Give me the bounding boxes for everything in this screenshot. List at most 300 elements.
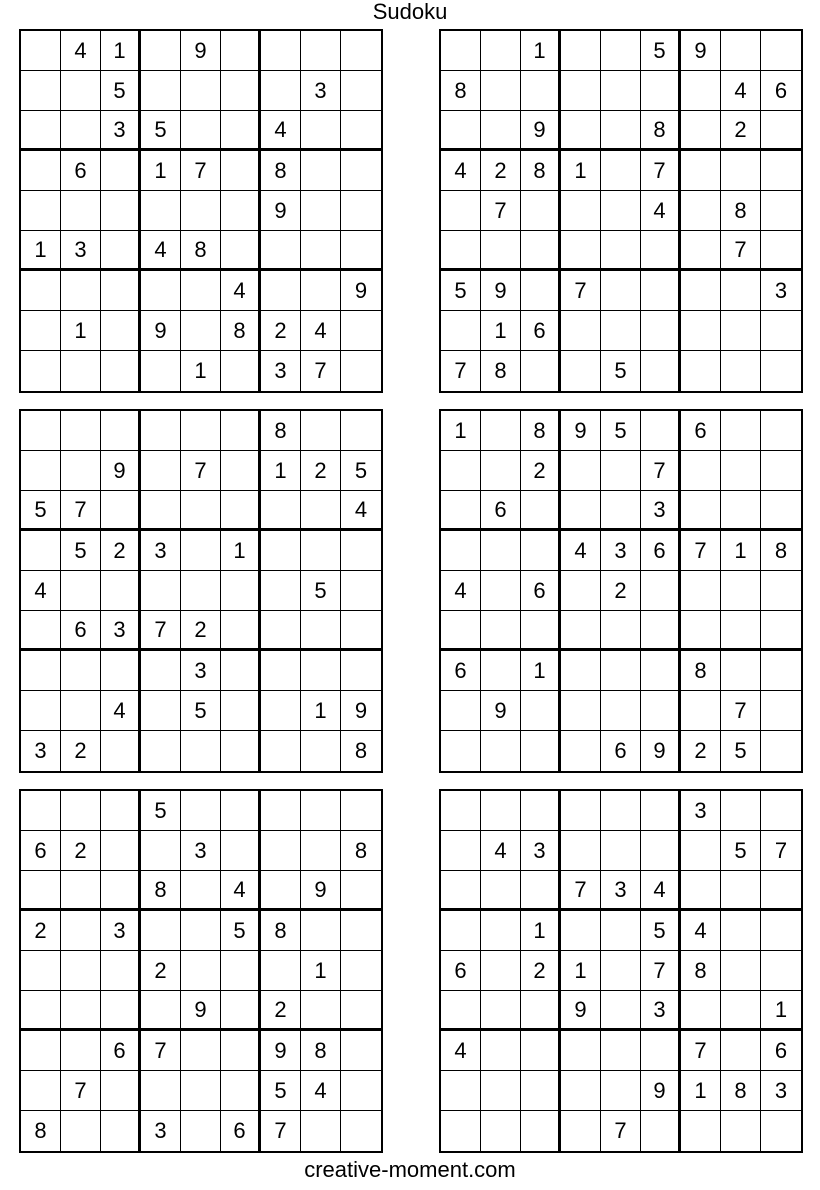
empty-cell[interactable] bbox=[221, 231, 261, 271]
empty-cell[interactable] bbox=[341, 31, 381, 71]
empty-cell[interactable] bbox=[221, 571, 261, 611]
empty-cell[interactable] bbox=[21, 351, 61, 391]
empty-cell[interactable] bbox=[61, 951, 101, 991]
empty-cell[interactable] bbox=[181, 1031, 221, 1071]
empty-cell[interactable] bbox=[441, 31, 481, 71]
empty-cell[interactable] bbox=[721, 611, 761, 651]
empty-cell[interactable] bbox=[761, 311, 801, 351]
empty-cell[interactable] bbox=[221, 111, 261, 151]
empty-cell[interactable] bbox=[481, 731, 521, 771]
empty-cell[interactable] bbox=[21, 531, 61, 571]
empty-cell[interactable] bbox=[301, 411, 341, 451]
empty-cell[interactable] bbox=[561, 491, 601, 531]
empty-cell[interactable] bbox=[761, 691, 801, 731]
empty-cell[interactable] bbox=[641, 691, 681, 731]
empty-cell[interactable] bbox=[481, 571, 521, 611]
empty-cell[interactable] bbox=[101, 491, 141, 531]
empty-cell[interactable] bbox=[21, 951, 61, 991]
empty-cell[interactable] bbox=[21, 1031, 61, 1071]
empty-cell[interactable] bbox=[301, 111, 341, 151]
empty-cell[interactable] bbox=[561, 31, 601, 71]
empty-cell[interactable] bbox=[341, 151, 381, 191]
empty-cell[interactable] bbox=[641, 571, 681, 611]
empty-cell[interactable] bbox=[61, 411, 101, 451]
empty-cell[interactable] bbox=[61, 351, 101, 391]
empty-cell[interactable] bbox=[561, 651, 601, 691]
empty-cell[interactable] bbox=[561, 1031, 601, 1071]
empty-cell[interactable] bbox=[761, 351, 801, 391]
empty-cell[interactable] bbox=[141, 651, 181, 691]
empty-cell[interactable] bbox=[21, 611, 61, 651]
empty-cell[interactable] bbox=[141, 911, 181, 951]
empty-cell[interactable] bbox=[441, 491, 481, 531]
empty-cell[interactable] bbox=[481, 651, 521, 691]
empty-cell[interactable] bbox=[61, 911, 101, 951]
empty-cell[interactable] bbox=[601, 71, 641, 111]
empty-cell[interactable] bbox=[101, 231, 141, 271]
empty-cell[interactable] bbox=[601, 831, 641, 871]
empty-cell[interactable] bbox=[481, 911, 521, 951]
empty-cell[interactable] bbox=[721, 791, 761, 831]
empty-cell[interactable] bbox=[641, 791, 681, 831]
empty-cell[interactable] bbox=[641, 831, 681, 871]
empty-cell[interactable] bbox=[341, 571, 381, 611]
empty-cell[interactable] bbox=[561, 791, 601, 831]
empty-cell[interactable] bbox=[141, 271, 181, 311]
empty-cell[interactable] bbox=[681, 1111, 721, 1151]
empty-cell[interactable] bbox=[761, 111, 801, 151]
empty-cell[interactable] bbox=[21, 451, 61, 491]
empty-cell[interactable] bbox=[441, 871, 481, 911]
empty-cell[interactable] bbox=[761, 231, 801, 271]
empty-cell[interactable] bbox=[481, 31, 521, 71]
empty-cell[interactable] bbox=[341, 71, 381, 111]
empty-cell[interactable] bbox=[141, 831, 181, 871]
empty-cell[interactable] bbox=[721, 351, 761, 391]
empty-cell[interactable] bbox=[481, 1031, 521, 1071]
empty-cell[interactable] bbox=[141, 1071, 181, 1111]
empty-cell[interactable] bbox=[141, 191, 181, 231]
empty-cell[interactable] bbox=[181, 791, 221, 831]
empty-cell[interactable] bbox=[301, 231, 341, 271]
empty-cell[interactable] bbox=[341, 1071, 381, 1111]
empty-cell[interactable] bbox=[21, 791, 61, 831]
empty-cell[interactable] bbox=[221, 1071, 261, 1111]
empty-cell[interactable] bbox=[141, 491, 181, 531]
empty-cell[interactable] bbox=[61, 451, 101, 491]
empty-cell[interactable] bbox=[101, 791, 141, 831]
empty-cell[interactable] bbox=[601, 271, 641, 311]
empty-cell[interactable] bbox=[681, 271, 721, 311]
empty-cell[interactable] bbox=[261, 691, 301, 731]
empty-cell[interactable] bbox=[521, 611, 561, 651]
empty-cell[interactable] bbox=[301, 1111, 341, 1151]
empty-cell[interactable] bbox=[601, 191, 641, 231]
empty-cell[interactable] bbox=[261, 731, 301, 771]
empty-cell[interactable] bbox=[761, 951, 801, 991]
empty-cell[interactable] bbox=[761, 651, 801, 691]
empty-cell[interactable] bbox=[101, 651, 141, 691]
empty-cell[interactable] bbox=[261, 231, 301, 271]
empty-cell[interactable] bbox=[301, 531, 341, 571]
empty-cell[interactable] bbox=[221, 651, 261, 691]
empty-cell[interactable] bbox=[221, 1031, 261, 1071]
empty-cell[interactable] bbox=[141, 31, 181, 71]
empty-cell[interactable] bbox=[61, 651, 101, 691]
empty-cell[interactable] bbox=[141, 351, 181, 391]
empty-cell[interactable] bbox=[441, 791, 481, 831]
empty-cell[interactable] bbox=[21, 311, 61, 351]
empty-cell[interactable] bbox=[601, 651, 641, 691]
empty-cell[interactable] bbox=[101, 831, 141, 871]
empty-cell[interactable] bbox=[341, 411, 381, 451]
empty-cell[interactable] bbox=[221, 831, 261, 871]
empty-cell[interactable] bbox=[681, 991, 721, 1031]
empty-cell[interactable] bbox=[261, 831, 301, 871]
empty-cell[interactable] bbox=[521, 271, 561, 311]
empty-cell[interactable] bbox=[721, 451, 761, 491]
empty-cell[interactable] bbox=[301, 611, 341, 651]
empty-cell[interactable] bbox=[221, 731, 261, 771]
empty-cell[interactable] bbox=[601, 491, 641, 531]
empty-cell[interactable] bbox=[221, 691, 261, 731]
empty-cell[interactable] bbox=[101, 151, 141, 191]
empty-cell[interactable] bbox=[341, 191, 381, 231]
empty-cell[interactable] bbox=[481, 991, 521, 1031]
empty-cell[interactable] bbox=[181, 731, 221, 771]
empty-cell[interactable] bbox=[681, 71, 721, 111]
empty-cell[interactable] bbox=[181, 271, 221, 311]
empty-cell[interactable] bbox=[221, 611, 261, 651]
empty-cell[interactable] bbox=[601, 951, 641, 991]
empty-cell[interactable] bbox=[601, 1031, 641, 1071]
empty-cell[interactable] bbox=[101, 351, 141, 391]
empty-cell[interactable] bbox=[181, 911, 221, 951]
empty-cell[interactable] bbox=[341, 531, 381, 571]
empty-cell[interactable] bbox=[721, 311, 761, 351]
empty-cell[interactable] bbox=[301, 271, 341, 311]
empty-cell[interactable] bbox=[561, 731, 601, 771]
empty-cell[interactable] bbox=[521, 691, 561, 731]
empty-cell[interactable] bbox=[261, 31, 301, 71]
empty-cell[interactable] bbox=[61, 1031, 101, 1071]
empty-cell[interactable] bbox=[261, 871, 301, 911]
empty-cell[interactable] bbox=[261, 531, 301, 571]
empty-cell[interactable] bbox=[721, 151, 761, 191]
empty-cell[interactable] bbox=[181, 111, 221, 151]
empty-cell[interactable] bbox=[521, 1071, 561, 1111]
empty-cell[interactable] bbox=[481, 111, 521, 151]
empty-cell[interactable] bbox=[441, 531, 481, 571]
empty-cell[interactable] bbox=[601, 1071, 641, 1111]
empty-cell[interactable] bbox=[481, 411, 521, 451]
empty-cell[interactable] bbox=[561, 1111, 601, 1151]
empty-cell[interactable] bbox=[21, 871, 61, 911]
empty-cell[interactable] bbox=[441, 831, 481, 871]
empty-cell[interactable] bbox=[301, 791, 341, 831]
empty-cell[interactable] bbox=[521, 1111, 561, 1151]
empty-cell[interactable] bbox=[61, 271, 101, 311]
empty-cell[interactable] bbox=[721, 871, 761, 911]
empty-cell[interactable] bbox=[561, 351, 601, 391]
empty-cell[interactable] bbox=[521, 791, 561, 831]
empty-cell[interactable] bbox=[761, 491, 801, 531]
empty-cell[interactable] bbox=[441, 111, 481, 151]
empty-cell[interactable] bbox=[761, 451, 801, 491]
empty-cell[interactable] bbox=[101, 871, 141, 911]
empty-cell[interactable] bbox=[721, 571, 761, 611]
empty-cell[interactable] bbox=[301, 911, 341, 951]
empty-cell[interactable] bbox=[181, 311, 221, 351]
empty-cell[interactable] bbox=[141, 411, 181, 451]
empty-cell[interactable] bbox=[681, 151, 721, 191]
empty-cell[interactable] bbox=[301, 151, 341, 191]
empty-cell[interactable] bbox=[561, 71, 601, 111]
empty-cell[interactable] bbox=[481, 1111, 521, 1151]
empty-cell[interactable] bbox=[261, 651, 301, 691]
empty-cell[interactable] bbox=[441, 1071, 481, 1111]
empty-cell[interactable] bbox=[141, 731, 181, 771]
empty-cell[interactable] bbox=[21, 71, 61, 111]
empty-cell[interactable] bbox=[521, 871, 561, 911]
empty-cell[interactable] bbox=[481, 71, 521, 111]
empty-cell[interactable] bbox=[561, 231, 601, 271]
empty-cell[interactable] bbox=[61, 571, 101, 611]
empty-cell[interactable] bbox=[721, 951, 761, 991]
empty-cell[interactable] bbox=[221, 991, 261, 1031]
empty-cell[interactable] bbox=[301, 991, 341, 1031]
empty-cell[interactable] bbox=[441, 311, 481, 351]
empty-cell[interactable] bbox=[441, 231, 481, 271]
empty-cell[interactable] bbox=[721, 1111, 761, 1151]
empty-cell[interactable] bbox=[481, 531, 521, 571]
empty-cell[interactable] bbox=[341, 651, 381, 691]
empty-cell[interactable] bbox=[761, 571, 801, 611]
empty-cell[interactable] bbox=[181, 571, 221, 611]
empty-cell[interactable] bbox=[181, 491, 221, 531]
empty-cell[interactable] bbox=[761, 1111, 801, 1151]
empty-cell[interactable] bbox=[101, 571, 141, 611]
empty-cell[interactable] bbox=[681, 691, 721, 731]
empty-cell[interactable] bbox=[601, 451, 641, 491]
empty-cell[interactable] bbox=[221, 451, 261, 491]
empty-cell[interactable] bbox=[221, 151, 261, 191]
empty-cell[interactable] bbox=[341, 1111, 381, 1151]
empty-cell[interactable] bbox=[761, 191, 801, 231]
empty-cell[interactable] bbox=[441, 1111, 481, 1151]
empty-cell[interactable] bbox=[641, 1031, 681, 1071]
empty-cell[interactable] bbox=[101, 951, 141, 991]
empty-cell[interactable] bbox=[601, 111, 641, 151]
empty-cell[interactable] bbox=[601, 791, 641, 831]
empty-cell[interactable] bbox=[141, 71, 181, 111]
empty-cell[interactable] bbox=[181, 951, 221, 991]
empty-cell[interactable] bbox=[641, 351, 681, 391]
empty-cell[interactable] bbox=[441, 611, 481, 651]
empty-cell[interactable] bbox=[521, 731, 561, 771]
empty-cell[interactable] bbox=[101, 1071, 141, 1111]
empty-cell[interactable] bbox=[341, 1031, 381, 1071]
empty-cell[interactable] bbox=[641, 1111, 681, 1151]
empty-cell[interactable] bbox=[761, 411, 801, 451]
empty-cell[interactable] bbox=[181, 71, 221, 111]
empty-cell[interactable] bbox=[341, 951, 381, 991]
empty-cell[interactable] bbox=[681, 571, 721, 611]
empty-cell[interactable] bbox=[681, 451, 721, 491]
empty-cell[interactable] bbox=[261, 571, 301, 611]
empty-cell[interactable] bbox=[601, 611, 641, 651]
empty-cell[interactable] bbox=[341, 351, 381, 391]
empty-cell[interactable] bbox=[101, 411, 141, 451]
empty-cell[interactable] bbox=[481, 611, 521, 651]
empty-cell[interactable] bbox=[181, 871, 221, 911]
empty-cell[interactable] bbox=[761, 791, 801, 831]
empty-cell[interactable] bbox=[181, 1071, 221, 1111]
empty-cell[interactable] bbox=[101, 311, 141, 351]
empty-cell[interactable] bbox=[61, 71, 101, 111]
empty-cell[interactable] bbox=[601, 911, 641, 951]
empty-cell[interactable] bbox=[221, 31, 261, 71]
empty-cell[interactable] bbox=[21, 651, 61, 691]
empty-cell[interactable] bbox=[561, 611, 601, 651]
empty-cell[interactable] bbox=[221, 491, 261, 531]
empty-cell[interactable] bbox=[261, 791, 301, 831]
empty-cell[interactable] bbox=[681, 491, 721, 531]
empty-cell[interactable] bbox=[561, 1071, 601, 1111]
empty-cell[interactable] bbox=[521, 491, 561, 531]
empty-cell[interactable] bbox=[601, 151, 641, 191]
empty-cell[interactable] bbox=[641, 231, 681, 271]
empty-cell[interactable] bbox=[441, 451, 481, 491]
empty-cell[interactable] bbox=[481, 791, 521, 831]
empty-cell[interactable] bbox=[221, 191, 261, 231]
empty-cell[interactable] bbox=[721, 271, 761, 311]
empty-cell[interactable] bbox=[641, 71, 681, 111]
empty-cell[interactable] bbox=[101, 1111, 141, 1151]
empty-cell[interactable] bbox=[61, 791, 101, 831]
empty-cell[interactable] bbox=[181, 531, 221, 571]
empty-cell[interactable] bbox=[341, 911, 381, 951]
empty-cell[interactable] bbox=[481, 451, 521, 491]
empty-cell[interactable] bbox=[641, 311, 681, 351]
empty-cell[interactable] bbox=[21, 191, 61, 231]
empty-cell[interactable] bbox=[521, 991, 561, 1031]
empty-cell[interactable] bbox=[761, 611, 801, 651]
empty-cell[interactable] bbox=[261, 71, 301, 111]
empty-cell[interactable] bbox=[521, 231, 561, 271]
empty-cell[interactable] bbox=[681, 111, 721, 151]
empty-cell[interactable] bbox=[301, 491, 341, 531]
empty-cell[interactable] bbox=[61, 111, 101, 151]
empty-cell[interactable] bbox=[301, 831, 341, 871]
empty-cell[interactable] bbox=[601, 691, 641, 731]
empty-cell[interactable] bbox=[21, 991, 61, 1031]
empty-cell[interactable] bbox=[441, 911, 481, 951]
empty-cell[interactable] bbox=[521, 531, 561, 571]
empty-cell[interactable] bbox=[21, 1071, 61, 1111]
empty-cell[interactable] bbox=[101, 271, 141, 311]
empty-cell[interactable] bbox=[61, 191, 101, 231]
empty-cell[interactable] bbox=[601, 991, 641, 1031]
empty-cell[interactable] bbox=[301, 651, 341, 691]
empty-cell[interactable] bbox=[21, 111, 61, 151]
empty-cell[interactable] bbox=[681, 231, 721, 271]
empty-cell[interactable] bbox=[561, 571, 601, 611]
empty-cell[interactable] bbox=[181, 411, 221, 451]
empty-cell[interactable] bbox=[521, 351, 561, 391]
empty-cell[interactable] bbox=[641, 611, 681, 651]
empty-cell[interactable] bbox=[181, 191, 221, 231]
empty-cell[interactable] bbox=[681, 611, 721, 651]
empty-cell[interactable] bbox=[441, 991, 481, 1031]
empty-cell[interactable] bbox=[21, 31, 61, 71]
empty-cell[interactable] bbox=[561, 911, 601, 951]
empty-cell[interactable] bbox=[221, 71, 261, 111]
empty-cell[interactable] bbox=[761, 151, 801, 191]
empty-cell[interactable] bbox=[761, 871, 801, 911]
empty-cell[interactable] bbox=[721, 31, 761, 71]
empty-cell[interactable] bbox=[261, 611, 301, 651]
empty-cell[interactable] bbox=[481, 951, 521, 991]
empty-cell[interactable] bbox=[721, 411, 761, 451]
empty-cell[interactable] bbox=[481, 231, 521, 271]
empty-cell[interactable] bbox=[61, 691, 101, 731]
empty-cell[interactable] bbox=[341, 231, 381, 271]
empty-cell[interactable] bbox=[61, 871, 101, 911]
empty-cell[interactable] bbox=[681, 831, 721, 871]
empty-cell[interactable] bbox=[341, 871, 381, 911]
empty-cell[interactable] bbox=[21, 411, 61, 451]
empty-cell[interactable] bbox=[141, 691, 181, 731]
empty-cell[interactable] bbox=[681, 311, 721, 351]
empty-cell[interactable] bbox=[61, 991, 101, 1031]
empty-cell[interactable] bbox=[681, 871, 721, 911]
empty-cell[interactable] bbox=[721, 651, 761, 691]
empty-cell[interactable] bbox=[221, 351, 261, 391]
empty-cell[interactable] bbox=[601, 231, 641, 271]
empty-cell[interactable] bbox=[721, 491, 761, 531]
empty-cell[interactable] bbox=[301, 191, 341, 231]
empty-cell[interactable] bbox=[521, 71, 561, 111]
empty-cell[interactable] bbox=[181, 1111, 221, 1151]
empty-cell[interactable] bbox=[641, 271, 681, 311]
empty-cell[interactable] bbox=[221, 951, 261, 991]
empty-cell[interactable] bbox=[341, 791, 381, 831]
empty-cell[interactable] bbox=[341, 111, 381, 151]
empty-cell[interactable] bbox=[561, 691, 601, 731]
empty-cell[interactable] bbox=[301, 31, 341, 71]
empty-cell[interactable] bbox=[341, 611, 381, 651]
empty-cell[interactable] bbox=[481, 871, 521, 911]
empty-cell[interactable] bbox=[441, 191, 481, 231]
empty-cell[interactable] bbox=[601, 311, 641, 351]
empty-cell[interactable] bbox=[221, 791, 261, 831]
empty-cell[interactable] bbox=[641, 411, 681, 451]
empty-cell[interactable] bbox=[261, 951, 301, 991]
empty-cell[interactable] bbox=[721, 991, 761, 1031]
empty-cell[interactable] bbox=[561, 831, 601, 871]
empty-cell[interactable] bbox=[721, 1031, 761, 1071]
empty-cell[interactable] bbox=[761, 911, 801, 951]
empty-cell[interactable] bbox=[261, 271, 301, 311]
empty-cell[interactable] bbox=[761, 731, 801, 771]
empty-cell[interactable] bbox=[601, 31, 641, 71]
empty-cell[interactable] bbox=[441, 691, 481, 731]
empty-cell[interactable] bbox=[561, 311, 601, 351]
empty-cell[interactable] bbox=[221, 411, 261, 451]
empty-cell[interactable] bbox=[681, 351, 721, 391]
empty-cell[interactable] bbox=[21, 271, 61, 311]
